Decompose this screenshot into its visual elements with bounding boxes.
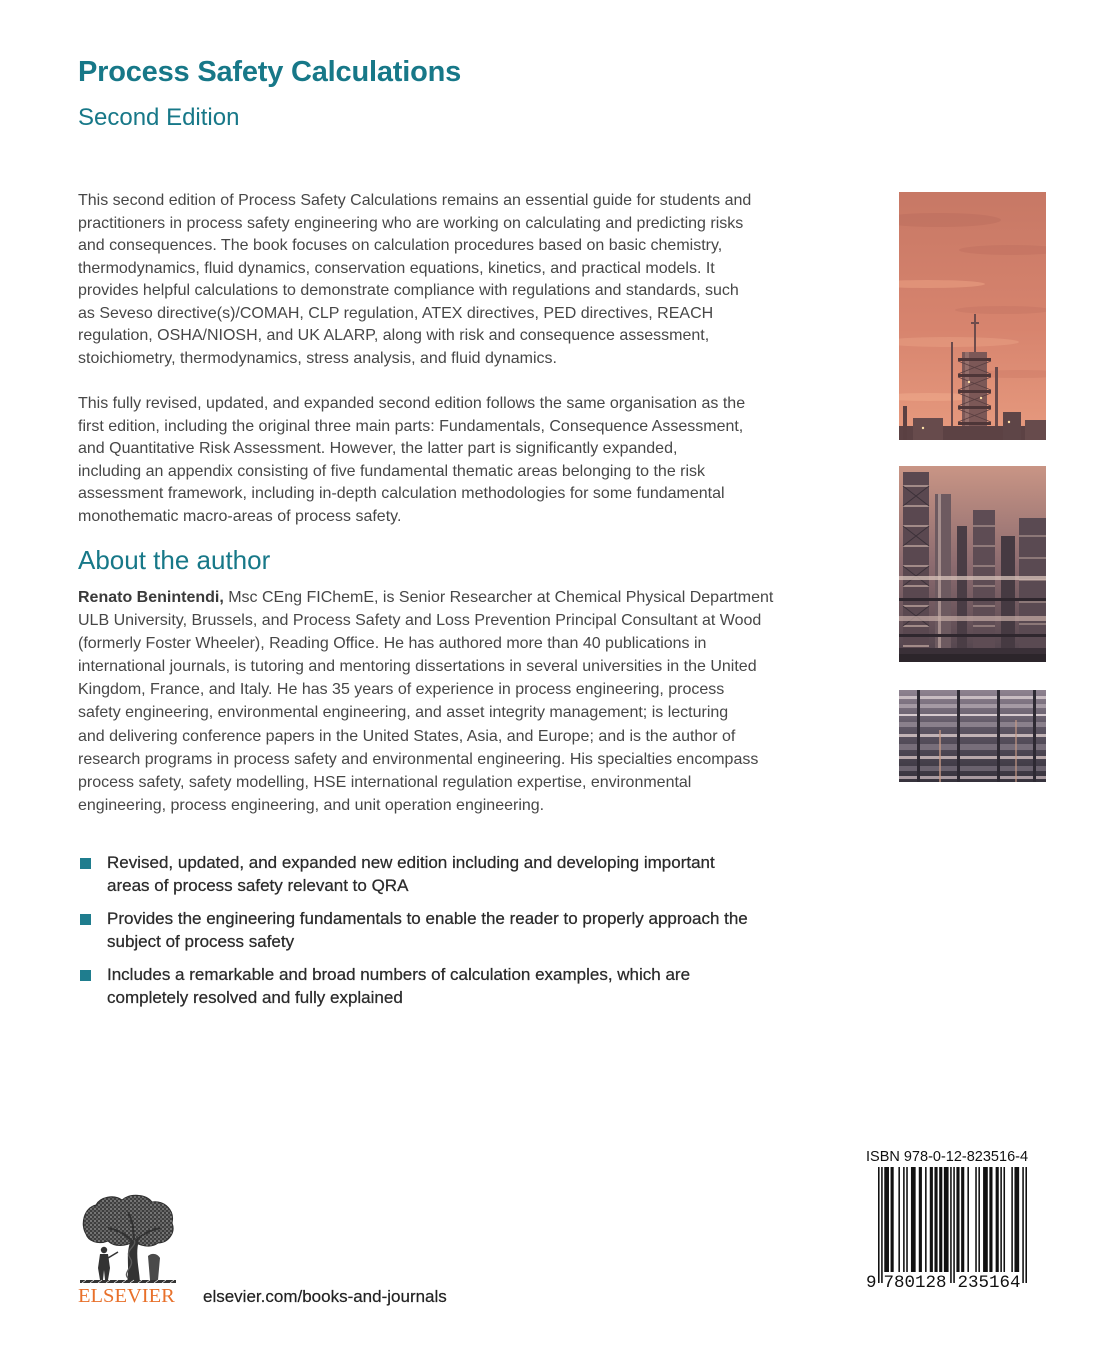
text-line: including an appendix consisting of five fundamental thematic areas belonging to the risk [78,462,706,480]
barcode-bar [1011,1167,1013,1272]
barcode-bar [939,1167,942,1272]
barcode-bar [975,1167,977,1272]
barcode-bar [898,1167,900,1272]
barcode-bar [903,1167,905,1272]
text-line: process safety, safety modelling, HSE international regulation expertise, environmental [78,774,692,791]
barcode-bar [934,1167,937,1272]
barcode-bar [930,1167,933,1272]
barcode-bar [961,1167,964,1272]
barcode-guard-bar [950,1167,952,1283]
barcode-bar [983,1167,988,1272]
barcode-right-digits: 235164 [957,1273,1021,1293]
bullet-square-icon [80,970,91,981]
elsevier-tree-logo-icon [78,1192,178,1284]
refinery-tower-photo [899,192,1046,440]
publisher-wordmark: ELSEVIER [78,1285,175,1307]
barcode-bar [911,1167,916,1272]
text-line: subject of process safety [107,931,295,951]
barcode-bar [956,1167,959,1272]
text-line: Revised, updated, and expanded new edition including and developing important [107,853,715,872]
refinery-tower-image [899,192,1046,440]
barcode-bar [1000,1167,1002,1272]
pipe-rack-image [899,690,1046,782]
book-title: Process Safety Calculations [78,56,462,88]
text-line: areas of process safety relevant to QRA [107,875,409,895]
book-edition: Second Edition [78,104,240,131]
barcode-guard-bar [878,1167,880,1283]
text-line: and delivering conference papers in the United States, Asia, and Europe; and is the author of [78,727,736,745]
barcode-bar [978,1167,980,1272]
barcode-bar [1014,1167,1019,1272]
barcode-guard-bar [1025,1167,1027,1283]
text-line: first edition, including the original three main parts: Fundamentals, Consequence Assessment, [78,417,744,435]
barcode-bar [1003,1167,1005,1272]
barcode-bar [996,1167,999,1272]
barcode-bar [891,1167,894,1272]
barcode-guard-bar [881,1167,883,1283]
pipe-rack-photo [899,690,1046,782]
barcode-bar [925,1167,927,1272]
highlight-text [107,964,690,1009]
highlight-text [107,908,748,953]
author-credentials-text: Msc CEng FIChemE, is Senior Researcher at Chemical Physical Department [223,588,774,606]
text-line: assessment framework, including in-depth calculation methodologies for some fundamental [78,485,725,502]
author-biography [78,586,868,818]
text-line: thermodynamics, fluid dynamics, conservation equations, kinetics, and practical models. It [78,259,715,277]
author-name: Renato Benintendi, [78,588,224,606]
text-line: safety engineering, environmental engineering, and asset integrity management; is lecturing [78,704,729,722]
barcode-bar [944,1167,949,1272]
text-line: and consequences. The book focuses on calculation procedures based on basic chemistry, [78,237,723,254]
publisher-website: elsevier.com/books-and-journals [203,1287,447,1306]
text-line: international journals, is tutoring and mentoring dissertations in several universities in the United [78,658,757,676]
text-line: completely resolved and fully explained [107,987,403,1007]
highlight-text [107,852,715,897]
barcode-bar [967,1167,969,1272]
text-line: Kingdom, France, and Italy. He has 35 years of experience in process engineering, process [78,681,725,699]
text-line: provides helpful calculations to demonstrate compliance with regulations and standards, such [78,282,739,299]
bullet-square-icon [80,914,91,925]
barcode-bar [906,1167,908,1272]
isbn-barcode [878,1167,1027,1283]
bullet-square-icon [80,858,91,869]
text-line: monothematic macro-areas of process safety. [78,507,402,525]
barcode-guard-bar [1022,1167,1024,1283]
text-line [78,586,868,609]
text-line: as Seveso directive(s)/COMAH, CLP regulation, ATEX directives, PED directives, REACH [78,304,714,322]
text-line: regulation, OSHA/NIOSH, and UK ALARP, along with risk and consequence assessment, [78,327,710,344]
text-line: practitioners in process safety engineering who are working on calculating and predicting risks [78,214,744,232]
text-line: ULB University, Brussels, and Process Safety and Loss Prevention Principal Consultant at Wood [78,611,762,629]
description-paragraph-2 [78,393,858,528]
text-line: engineering, process engineering, and unit operation engineering. [78,797,545,815]
refinery-structures-image [899,466,1046,662]
text-line: (formerly Foster Wheeler), Reading Office. He has authored more than 40 publications in [78,634,707,652]
barcode-bar [884,1167,889,1272]
barcode-bar [919,1167,922,1272]
text-line: Provides the engineering fundamentals to enable the reader to properly approach the [107,909,748,928]
description-paragraph-1 [78,190,858,370]
barcode-lead-digit: 9 [866,1273,877,1293]
text-line: Includes a remarkable and broad numbers of calculation examples, which are [107,965,691,984]
about-author-heading: About the author [78,545,271,575]
isbn-label: ISBN 978-0-12-823516-4 [866,1149,1029,1165]
text-line: stoichiometry, thermodynamics, stress analysis, and fluid dynamics. [78,349,557,367]
text-line: This fully revised, updated, and expanded second edition follows the same organisation as the [78,395,746,412]
text-line: and Quantitative Risk Assessment. However, the latter part is significantly expanded, [78,440,678,457]
barcode-left-digits: 780128 [883,1273,947,1293]
barcode-bar [989,1167,992,1272]
text-line: research programs in process safety and environmental engineering. His specialties encompass [78,750,759,768]
refinery-structures-photo [899,466,1046,662]
text-line: This second edition of Process Safety Calculations remains an essential guide for students and [78,192,752,209]
barcode-guard-bar [953,1167,955,1283]
